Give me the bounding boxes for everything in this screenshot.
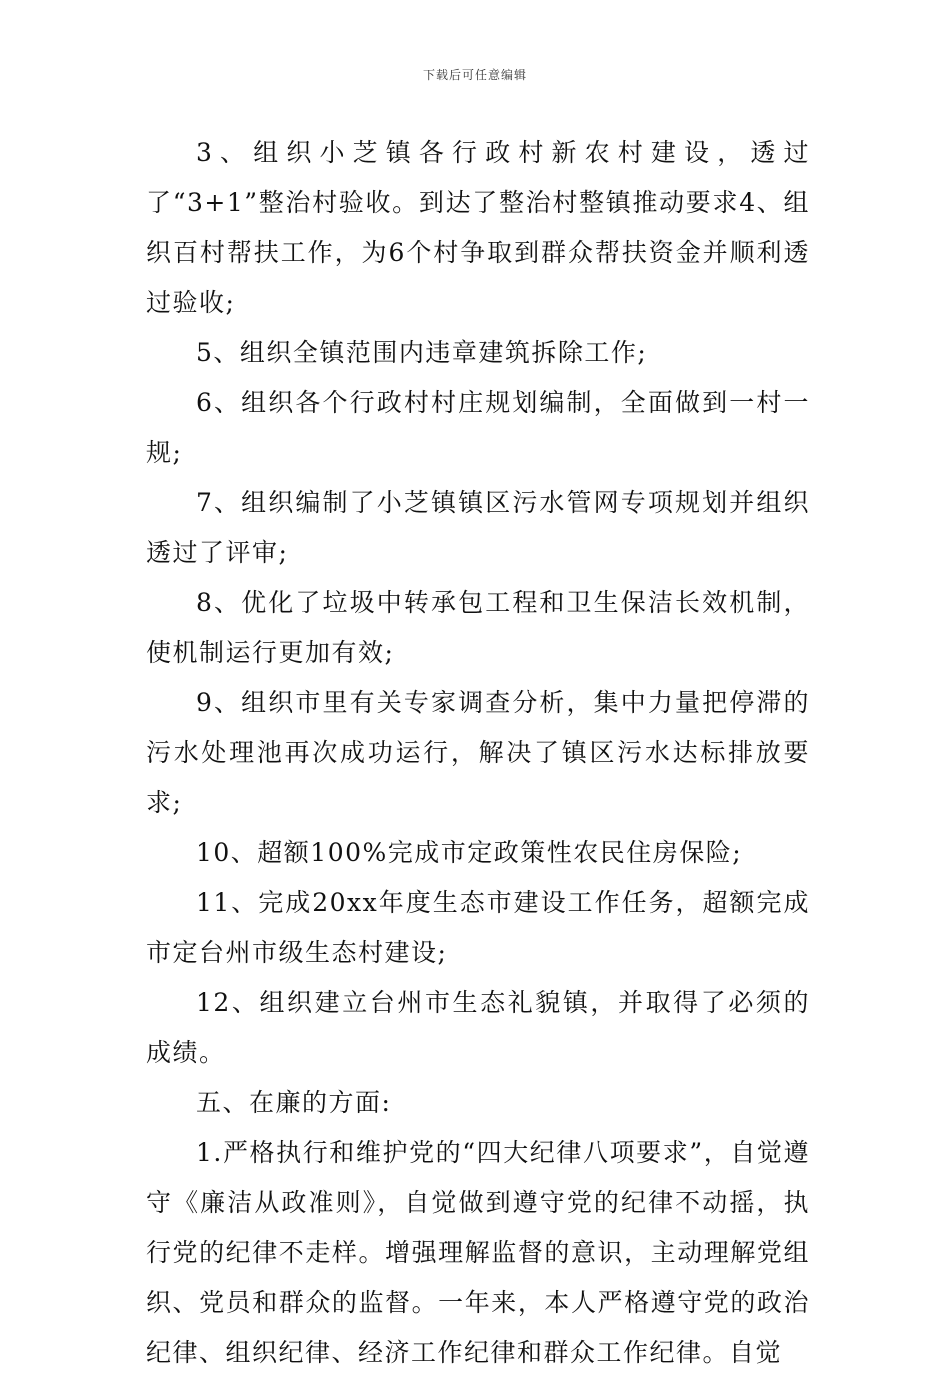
paragraph-item-9: 9、组织市里有关专家调查分析，集中力量把停滞的污水处理池再次成功运行，解决了镇区污水达标排放要求; [146, 688, 810, 817]
paragraph-item-5: 5、组织全镇范围内违章建筑拆除工作; [196, 338, 648, 367]
section-heading: 五、在廉的方面: [196, 1088, 392, 1117]
header-note: 下载后可任意编辑 [422, 68, 527, 82]
paragraph-item-3: 3、组织小芝镇各行政村新农村建设，透过了“3+1”整治村验收。到达了整治村整镇推动要求4、组织百村帮扶工作，为6个村争取到群众帮扶资金并顺利透过验收; [146, 138, 810, 317]
paragraph-item-6: 6、组织各个行政村村庄规划编制，全面做到一村一规; [146, 388, 810, 467]
paragraph-item-8: 8、优化了垃圾中转承包工程和卫生保洁长效机制，使机制运行更加有效; [146, 588, 810, 667]
document-body [146, 128, 810, 1378]
paragraph-item-10: 10、超额100%完成市定政策性农民住房保险; [196, 838, 743, 867]
paragraph-item-11: 11、完成20xx年度生态市建设工作任务，超额完成市定台州市级生态村建设; [146, 888, 810, 967]
paragraph-integrity-1: 1.严格执行和维护党的“四大纪律八项要求”，自觉遵守《廉洁从政准则》，自觉做到遵守党的纪律不动摇，执行党的纪律不走样。增强理解监督的意识，主动理解党组织、党员和群众的监督。一年来，本人严格遵守党的政治纪律、组织纪律、经济工作纪律和群众工作纪律。自觉 [146, 1138, 810, 1367]
paragraph-item-7: 7、组织编制了小芝镇镇区污水管网专项规划并组织透过了评审; [146, 488, 810, 567]
paragraph-item-12: 12、组织建立台州市生态礼貌镇，并取得了必须的成绩。 [146, 988, 810, 1067]
